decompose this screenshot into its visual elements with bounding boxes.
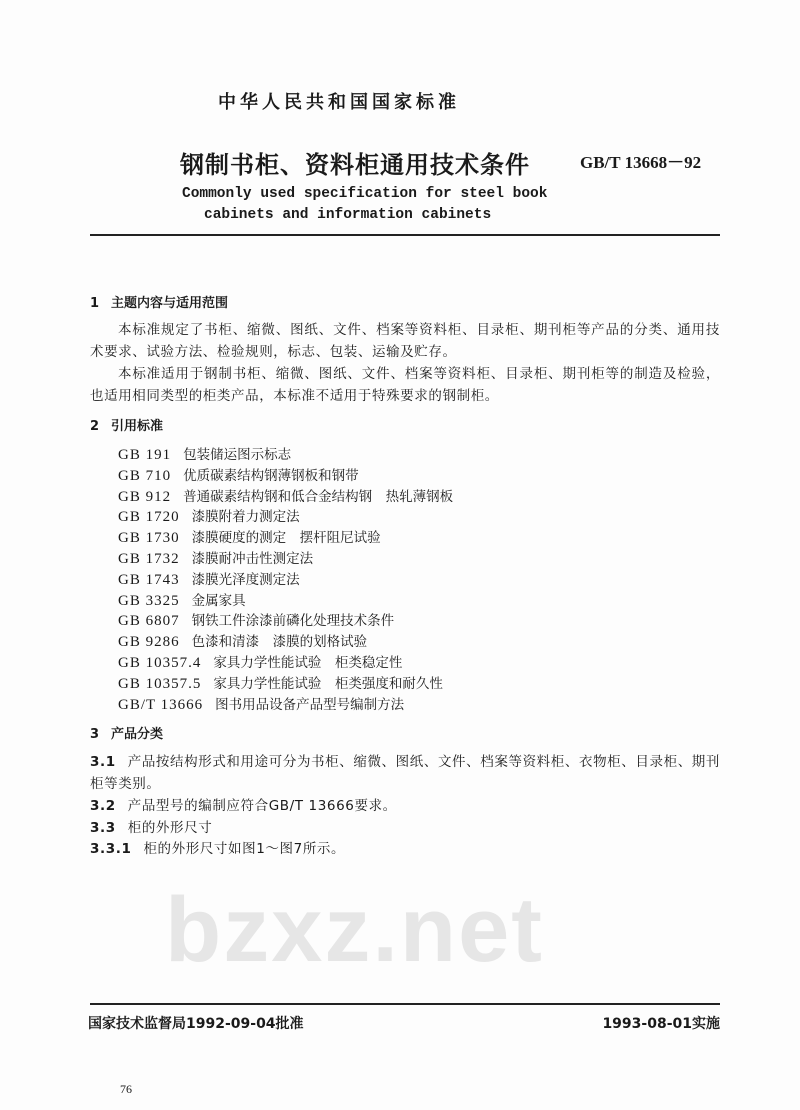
clause-text: 产品型号的编制应符合GB/T 13666要求。 [127,798,397,814]
reference-title: 色漆和清漆 漆膜的划格试验 [191,634,368,651]
section-number: 3 [90,727,100,742]
section-1-para-1: 本标准规定了书柜、缩微、图纸、文件、档案等资料柜、目录柜、期刊柜等产品的分类、通用技术要求、试验方法、检验规则，标志、包装、运输及贮存。 [90,322,720,360]
reference-item [118,547,313,568]
section-1-para-2: 本标准适用于钢制书柜、缩微、图纸、文件、档案等资料柜、目录柜、期刊柜等的制造及检验，也适用相同类型的柜类产品，本标准不适用于特殊要求的钢制柜。 [90,366,720,404]
reference-code: GB 191 [118,447,172,463]
section-2-heading [90,415,163,434]
reference-title: 金属家具 [191,592,246,609]
reference-title: 家具力学性能试验 柜类稳定性 [213,655,403,671]
reference-code: GB/T 13666 [118,696,204,713]
reference-code: GB 10357.5 [118,675,202,692]
reference-title: 漆膜耐冲击性测定法 [191,551,314,567]
clause-text: 柜的外形尺寸如图1～图7所示。 [143,841,346,857]
reference-code: GB 3325 [118,592,180,609]
reference-item [118,485,453,506]
reference-title: 包装储运图示标志 [183,447,292,463]
clause-number: 3.3 [90,820,116,836]
clause-3-3 [90,817,720,839]
page-number: 76 [120,1082,132,1096]
national-standard-label: 中华人民共和国国家标准 [218,92,460,113]
footer-rule [90,1003,720,1005]
reference-code: GB 1732 [118,551,180,567]
reference-code: GB 6807 [118,613,180,630]
reference-item [118,464,359,485]
reference-code: GB 10357.4 [118,655,202,671]
reference-title: 漆膜硬度的测定 摆杆阻尼试验 [191,530,381,547]
clause-text: 产品按结构形式和用途可分为书柜、缩微、图纸、文件、档案等资料柜、衣物柜、目录柜、期刊柜等类别。 [90,754,720,792]
reference-title: 优质碳素结构钢薄钢板和钢带 [183,467,359,484]
reference-item [118,505,300,526]
clause-text: 柜的外形尺寸 [127,820,213,836]
reference-item [118,609,394,630]
clause-3-3-1 [90,838,720,860]
clause-number: 3.3.1 [90,841,132,857]
reference-title: 家具力学性能试验 柜类强度和耐久性 [213,675,443,692]
reference-item [118,443,291,464]
reference-item [118,651,402,672]
section-title: 引用标准 [111,419,164,434]
clause-number: 3.2 [90,798,116,814]
section-1-heading [90,292,228,311]
reference-title: 钢铁工件涂漆前磷化处理技术条件 [191,613,395,630]
reference-title: 漆膜附着力测定法 [191,509,300,526]
title-cn: 钢制书柜、资料柜通用技术条件 [180,151,530,179]
section-3-heading [90,723,163,742]
reference-title: 普通碳素结构钢和低合金结构钢 热轧薄钢板 [183,488,454,505]
reference-item [118,568,300,589]
reference-code: GB 1730 [118,530,180,547]
reference-code: GB 912 [118,488,172,505]
section-title: 产品分类 [111,727,164,742]
reference-title: 图书用品设备产品型号编制方法 [215,696,405,713]
reference-code: GB 710 [118,467,172,484]
watermark: bzxz.net [165,879,544,981]
section-number: 1 [90,296,100,311]
header-rule [90,234,720,236]
section-title: 主题内容与适用范围 [111,296,229,311]
reference-item [118,672,443,693]
reference-title: 漆膜光泽度测定法 [191,571,300,588]
title-en-line1: Commonly used specification for steel book [182,186,548,202]
reference-item [118,693,404,714]
effective-date: 1993-08-01实施 [602,1016,720,1032]
reference-code: GB 9286 [118,634,180,651]
reference-code: GB 1720 [118,509,180,526]
clause-3-1 [90,751,720,795]
reference-item [118,630,367,651]
clause-3-2 [90,795,720,817]
reference-code: GB 1743 [118,571,180,588]
reference-item [118,589,246,610]
title-en-line2: cabinets and information cabinets [204,207,492,223]
approval-date: 国家技术监督局1992-09-04批准 [88,1016,304,1032]
clause-number: 3.1 [90,754,116,770]
standard-code: GB/T 13668－92 [580,153,702,172]
section-number: 2 [90,419,100,434]
reference-item [118,526,381,547]
